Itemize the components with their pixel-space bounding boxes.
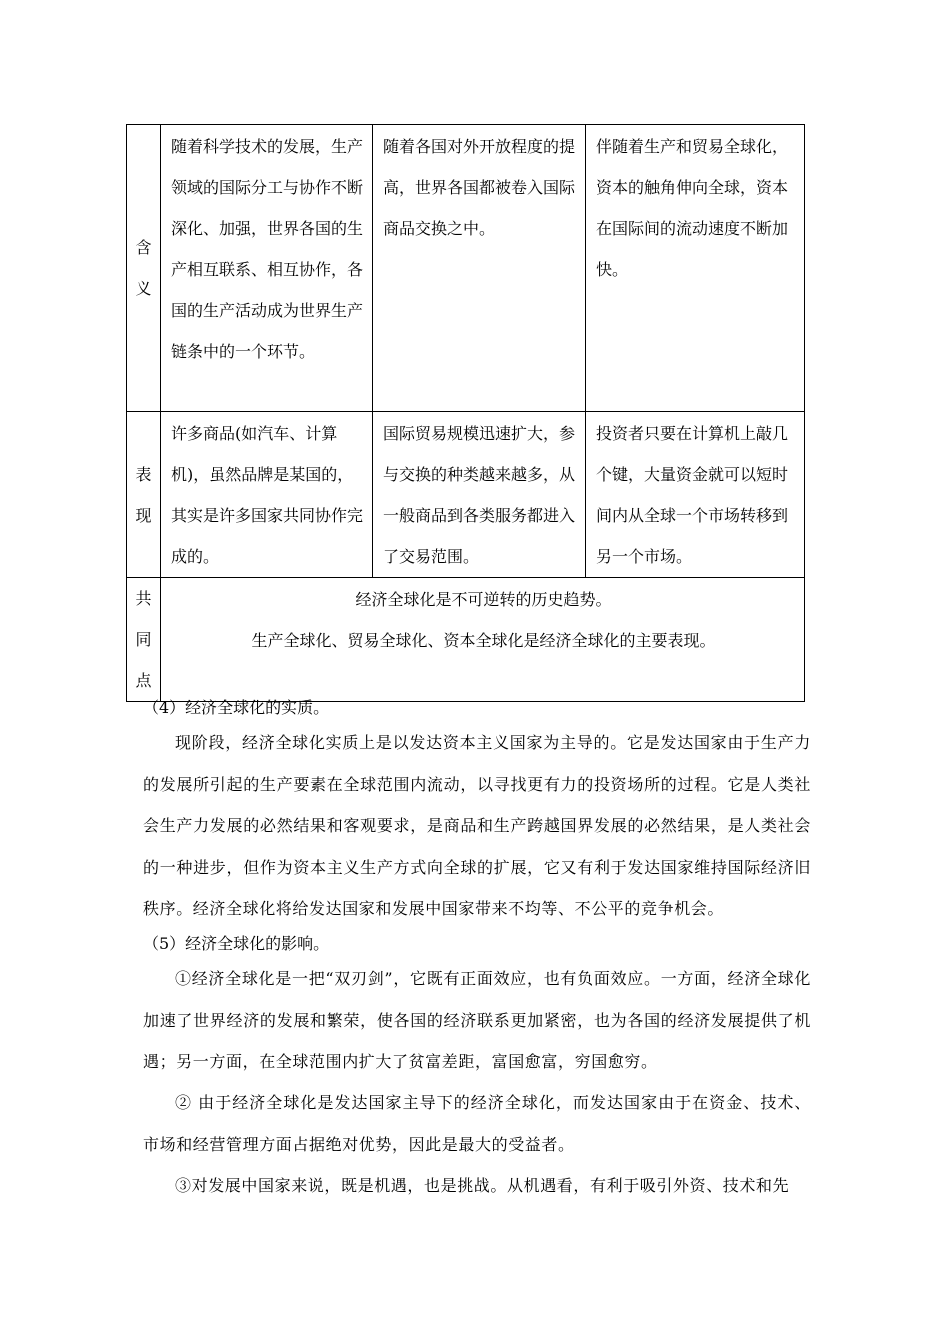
paragraph-impact-2: ② 由于经济全球化是发达国家主导下的经济全球化，而发达国家由于在资金、技术、市场和经营管理方面占据绝对优势，因此是最大的受益者。 [143, 1093, 811, 1154]
paragraph-impact-1: ①经济全球化是一把“双刃剑”，它既有正面效应，也有负面效应。一方面，经济全球化加速了世界经济的发展和繁荣，使各国的经济联系更加紧密，也为各国的经济发展提供了机遇；另一方面，在全球范围内扩大了贫富差距，富国愈富，穷国愈穷。 [143, 969, 811, 1071]
row-header-common: 共 同 点 [127, 578, 161, 702]
row-header-meaning: 含 义 [127, 125, 161, 412]
row-header-manifestation: 表 现 [127, 412, 161, 578]
cell-production-meaning: 随着科学技术的发展，生产领域的国际分工与协作不断深化、加强，世界各国的生产相互联系、相互协作，各国的生产活动成为世界生产链条中的一个环节。 [161, 125, 373, 412]
globalization-comparison-table [126, 124, 805, 702]
paragraph-essence: 现阶段，经济全球化实质上是以发达资本主义国家为主导的。它是发达国家由于生产力的发展所引起的生产要素在全球范围内流动，以寻找更有力的投资场所的过程。它是人类社会生产力发展的必然结果和客观要求，是商品和生产跨越国界发展的必然结果，是人类社会的一种进步，但作为资本主义生产方式向全球的扩展，它又有利于发达国家维持国际经济旧秩序。经济全球化将给发达国家和发展中国家带来不均等、不公平的竞争机会。 [143, 733, 811, 918]
cell-trade-meaning: 随着各国对外开放程度的提高，世界各国都被卷入国际商品交换之中。 [373, 125, 586, 412]
section-heading-essence: （4）经济全球化的实质。 [143, 698, 330, 717]
common-point-line: 生产全球化、贸易全球化、资本全球化是经济全球化的主要表现。 [251, 631, 716, 650]
common-point-line: 经济全球化是不可逆转的历史趋势。 [355, 590, 612, 609]
section-heading-impact: （5）经济全球化的影响。 [143, 934, 330, 953]
cell-production-manifestation: 许多商品(如汽车、计算机)，虽然品牌是某国的，其实是许多国家共同协作完成的。 [161, 412, 373, 578]
table-row-meaning [127, 125, 805, 412]
cell-trade-manifestation: 国际贸易规模迅速扩大，参与交换的种类越来越多，从一般商品到各类服务都进入了交易范围。 [373, 412, 586, 578]
cell-common-points [161, 578, 805, 702]
table-row-common [127, 578, 805, 702]
cell-capital-meaning: 伴随着生产和贸易全球化，资本的触角伸向全球，资本在国际间的流动速度不断加快。 [586, 125, 805, 412]
table-row-manifestation [127, 412, 805, 578]
paragraph-impact-3: ③对发展中国家来说，既是机遇，也是挑战。从机遇看，有利于吸引外资、技术和先 [175, 1176, 790, 1195]
cell-capital-manifestation: 投资者只要在计算机上敲几个键，大量资金就可以短时间内从全球一个市场转移到另一个市场。 [586, 412, 805, 578]
